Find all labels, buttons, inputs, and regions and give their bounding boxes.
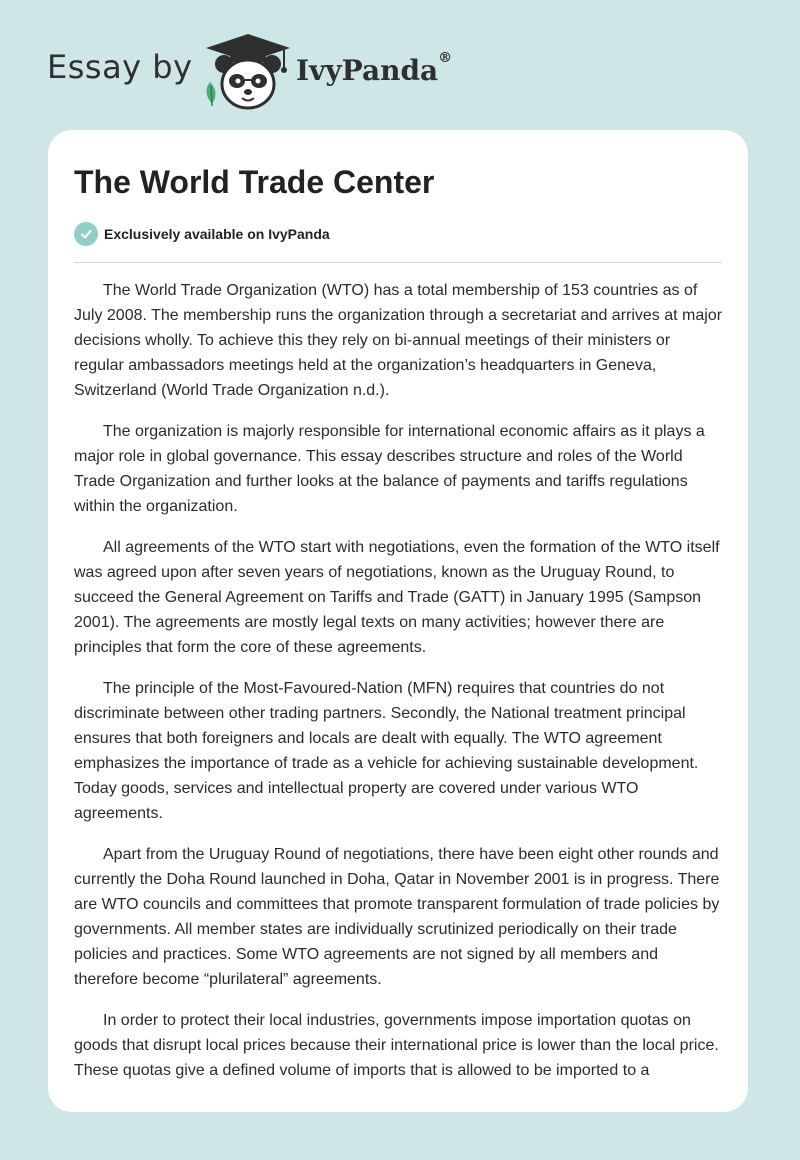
paragraph: The organization is majorly responsible for international economic affairs as it plays a major role in global governance. This essay describes structure and roles of the World Trade Organization and further looks at the balance of payments and tariffs regulations within the organization. [74,423,705,515]
registered-mark: ® [438,50,453,66]
page-title: The World Trade Center [74,164,435,200]
check-icon [74,222,98,246]
exclusive-badge [74,222,330,246]
article-card [48,130,748,1112]
essay-by-label: Essay by [47,48,193,86]
paragraph: All agreements of the WTO start with negotiations, even the formation of the WTO itself was agreed upon after seven years of negotiations, known as the Uruguay Round, to succeed the General Agreement on Tariffs and Trade (GATT) in January 1995 (Sampson 2001). The agreements are mostly legal texts on many activities; however there are principles that form the core of these agreements. [74,539,720,656]
article-body [74,278,724,1099]
paragraph: Apart from the Uruguay Round of negotiations, there have been eight other rounds and currently the Doha Round launched in Doha, Qatar in November 2001 is in progress. There are WTO councils and committees that promote transparent formulation of trade policies by governments. All member states are individually scrutinized periodically on their trade policies and practices. Some WTO agreements are not signed by all members and therefore become “plurilateral” agreements. [74,846,720,988]
brand-name[interactable]: IvyPanda® [296,50,453,87]
paragraph: The principle of the Most-Favoured-Nation (MFN) requires that countries do not discriminate between other trading partners. Secondly, the National treatment principal ensures that both foreigners and locals are dealt with equally. The WTO agreement emphasizes the importance of trade as a vehicle for achieving sustainable development. Today goods, services and intellectual property are covered under various WTO agreements. [74,680,699,822]
panda-graduation-cap-icon[interactable] [200,30,296,112]
paragraph: In order to protect their local industries, governments impose importation quotas on goods that disrupt local prices because their international price is lower than the local price. These quotas give a defined volume of imports that is allowed to be imported to a [74,1012,719,1079]
badge-label: Exclusively available on IvyPanda [104,226,330,242]
paragraph: The World Trade Organization (WTO) has a total membership of 153 countries as of July 2008. The membership runs the organization through a secretariat and arrives at major decisions wholly. To achieve this they rely on bi-annual meetings of their ministers or regular ambassadors meetings held at the organization’s headquarters in Geneva, Switzerland (World Trade Organization n.d.). [74,282,723,399]
site-header [0,0,800,128]
divider [74,262,722,263]
